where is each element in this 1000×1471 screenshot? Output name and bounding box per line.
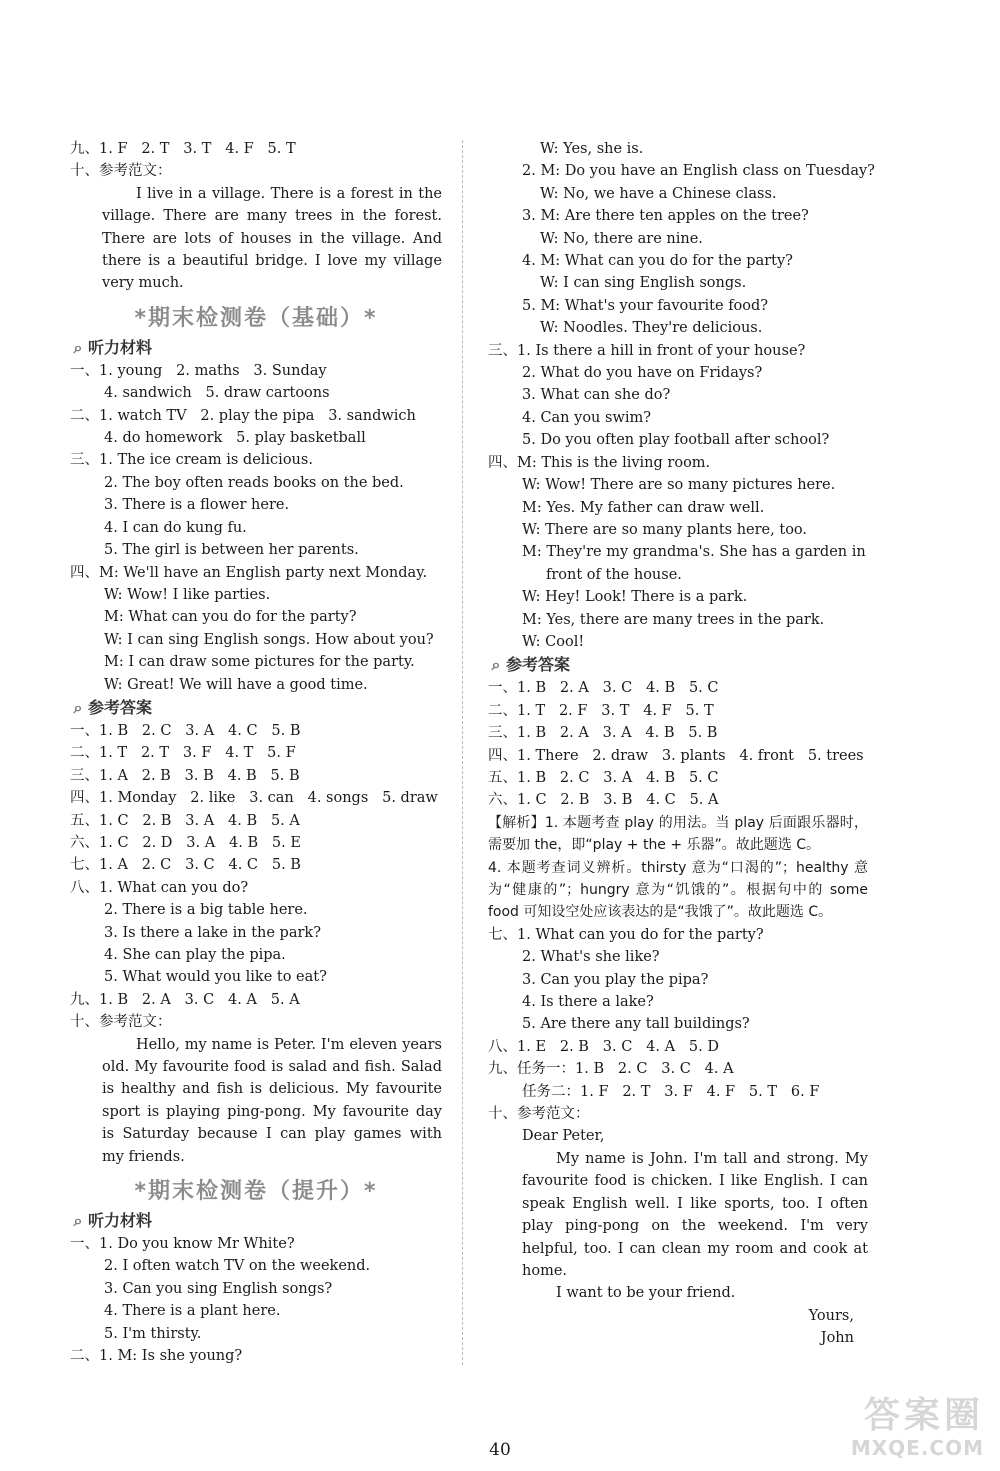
text-line: front of the house. [546, 566, 682, 583]
subsection-label: 听力材料 [88, 337, 153, 357]
text-line: 四、M: This is the living room. [488, 454, 711, 471]
text-line: 五、1. B 2. C 3. A 4. B 5. C [488, 769, 719, 786]
page-number: 40 [489, 1440, 511, 1460]
text-line: 2. What's she like? [522, 949, 660, 966]
text-line: 5. I'm thirsty. [104, 1325, 202, 1342]
sample-essay: Hello, my name is Peter. I'm eleven years old. My favourite food is salad and fish. Salad is healthy and fish is delicious. My favourite sport is playing ping-pong. My favourite day is Saturday because I can play games with my friends. [102, 1036, 442, 1165]
text-line: 四、1. Monday 2. like 3. can 4. songs 5. draw [70, 790, 438, 807]
text-line: W: No, we have a Chinese class. [540, 185, 777, 202]
text-line: 三、1. Is there a hill in front of your house? [488, 342, 806, 359]
text-line: M: Yes. My father can draw well. [522, 499, 765, 516]
text-line: W: There are so many plants here, too. [522, 521, 808, 538]
text-line: 5. The girl is between her parents. [104, 542, 359, 559]
text-line: 二、1. T 2. T 3. F 4. T 5. F [70, 745, 296, 762]
text-line: 5. What would you like to eat? [104, 969, 327, 986]
text-line: 4. Can you swim? [522, 409, 652, 426]
subsection-heading [70, 1209, 442, 1233]
subsection-label: 参考答案 [506, 655, 571, 675]
text-line: Dear Peter, [522, 1128, 605, 1145]
text-line: 3. What can she do? [522, 387, 671, 404]
subsection-heading [488, 653, 868, 677]
subsection-label: 参考答案 [88, 697, 153, 717]
text-line: M: What can you do for the party? [104, 609, 357, 626]
watermark-logo [851, 1396, 984, 1460]
text-line: 5. Are there any tall buildings? [522, 1016, 750, 1033]
text-line: 4. do homework 5. play basketball [104, 430, 366, 447]
text-line: W: Yes, she is. [540, 141, 644, 157]
text-line: 七、1. What can you do for the party? [488, 926, 764, 943]
text-line: W: Great! We will have a good time. [104, 676, 368, 693]
text-line: 4. There is a plant here. [104, 1303, 281, 1320]
letter-signoff: John [820, 1330, 854, 1347]
magnifier-icon: ⌕ [73, 1211, 83, 1231]
text-line: W: No, there are nine. [540, 230, 703, 247]
subsection-heading [70, 336, 442, 360]
text-line: 2. I often watch TV on the weekend. [104, 1258, 371, 1275]
sample-essay: I want to be your friend. [556, 1285, 736, 1302]
text-line: 4. M: What can you do for the party? [522, 253, 793, 270]
magnifier-icon: ⌕ [73, 337, 83, 357]
sample-essay: I live in a village. There is a forest in the village. There are many trees in the forest. There are lots of houses in the village. And there is a beautiful bridge. I love my village very much. [102, 185, 442, 292]
text-line: 3. There is a flower here. [104, 497, 290, 514]
column-divider [462, 140, 463, 1365]
text-line: W: Cool! [522, 633, 585, 650]
text-line: M: Yes, there are many trees in the park. [522, 611, 825, 628]
text-line: 三、1. The ice cream is delicious. [70, 452, 313, 469]
right-column [488, 138, 875, 1350]
section-title: *期末检测卷（基础）* [134, 305, 378, 331]
text-line: 三、1. A 2. B 3. B 4. B 5. B [70, 767, 300, 784]
text-line: W: Wow! There are so many pictures here. [522, 477, 836, 494]
text-line: M: They're my grandma's. She has a garden in [522, 544, 866, 561]
text-line: 四、M: We'll have an English party next Monday. [70, 564, 428, 581]
text-line: 一、1. B 2. C 3. A 4. C 5. B [70, 722, 301, 739]
text-line: 十、参考范文： [70, 1014, 172, 1031]
text-line: 3. M: Are there ten apples on the tree? [522, 208, 809, 225]
left-column [70, 138, 442, 1368]
text-line: 2. What do you have on Fridays? [522, 365, 763, 382]
text-line: 2. The boy often reads books on the bed. [104, 474, 404, 491]
analysis-note: 4. 本题考查词义辨析。thirsty 意为“口渴的”；healthy 意为“健康的”；hungry 意为“饥饿的”。根据句中的 some food 可知设空处应该表达的是“我饿了”。故此题选 C。 [488, 859, 868, 921]
text-line: 八、1. E 2. B 3. C 4. A 5. D [488, 1038, 719, 1055]
text-line: 5. M: What's your favourite food? [522, 297, 769, 314]
magnifier-icon: ⌕ [73, 697, 83, 717]
text-line: 八、1. What can you do? [70, 879, 249, 896]
text-line: 三、1. B 2. A 3. A 4. B 5. B [488, 725, 718, 742]
text-line: 九、1. B 2. A 3. C 4. A 5. A [70, 991, 300, 1008]
text-line: 3. Can you play the pipa? [522, 971, 709, 988]
text-line: 九、1. F 2. T 3. T 4. F 5. T [70, 141, 296, 157]
text-line: 六、1. C 2. D 3. A 4. B 5. E [70, 834, 301, 851]
magnifier-icon: ⌕ [491, 655, 501, 675]
text-line: 一、1. young 2. maths 3. Sunday [70, 362, 327, 379]
text-line: 任务二：1. F 2. T 3. F 4. F 5. T 6. F [522, 1083, 820, 1100]
text-line: 二、1. T 2. F 3. T 4. F 5. T [488, 702, 714, 719]
analysis-note: 【解析】1. 本题考查 play 的用法。当 play 后面跟乐器时，需要加 the，即“play + the + 乐器”。故此题选 C。 [488, 814, 868, 854]
text-line: W: Wow! I like parties. [104, 586, 271, 603]
text-line: 二、1. M: Is she young? [70, 1348, 243, 1365]
text-line: 十、参考范文： [488, 1106, 590, 1123]
section-title: *期末检测卷（提升）* [134, 1179, 378, 1205]
text-line: 六、1. C 2. B 3. B 4. C 5. A [488, 792, 719, 809]
watermark-bottom: MXQE.COM [850, 1436, 984, 1460]
text-line: 4. I can do kung fu. [104, 519, 247, 536]
text-line: 十、参考范文： [70, 163, 172, 180]
text-line: W: Hey! Look! There is a park. [522, 589, 748, 606]
text-line: 七、1. A 2. C 3. C 4. C 5. B [70, 857, 301, 874]
watermark-top: 答案圈 [863, 1395, 984, 1436]
text-line: W: Noodles. They're delicious. [540, 320, 763, 337]
text-line: 一、1. B 2. A 3. C 4. B 5. C [488, 680, 719, 697]
text-line: W: I can sing English songs. How about you? [104, 631, 434, 648]
text-line: 二、1. watch TV 2. play the pipa 3. sandwich [70, 407, 416, 424]
text-line: M: I can draw some pictures for the party. [104, 654, 415, 671]
text-line: 4. Is there a lake? [522, 994, 654, 1011]
text-line: 四、1. There 2. draw 3. plants 4. front 5. trees [488, 747, 864, 764]
text-line: 一、1. Do you know Mr White? [70, 1236, 295, 1253]
subsection-heading [70, 696, 442, 720]
text-line: 九、任务一：1. B 2. C 3. C 4. A [488, 1061, 734, 1078]
text-line: 4. She can play the pipa. [104, 947, 286, 963]
text-line: 3. Is there a lake in the park? [104, 924, 321, 941]
text-line: 5. Do you often play football after school? [522, 432, 830, 449]
text-line: 五、1. C 2. B 3. A 4. B 5. A [70, 812, 300, 829]
letter-signoff: Yours, [808, 1307, 854, 1324]
subsection-label: 听力材料 [88, 1211, 153, 1231]
text-line: W: I can sing English songs. [540, 275, 747, 292]
text-line: 3. Can you sing English songs? [104, 1280, 333, 1297]
sample-essay: My name is John. I'm tall and strong. My favourite food is chicken. I like English. I can speak English well. I like sports, too. I often play ping-pong on the weekend. I'm very helpful, too. I can clean my room and cook at home. [522, 1150, 868, 1279]
text-line: 4. sandwich 5. draw cartoons [104, 385, 330, 402]
text-line: 2. There is a big table here. [104, 902, 308, 919]
text-line: 2. M: Do you have an English class on Tuesday? [522, 163, 875, 180]
